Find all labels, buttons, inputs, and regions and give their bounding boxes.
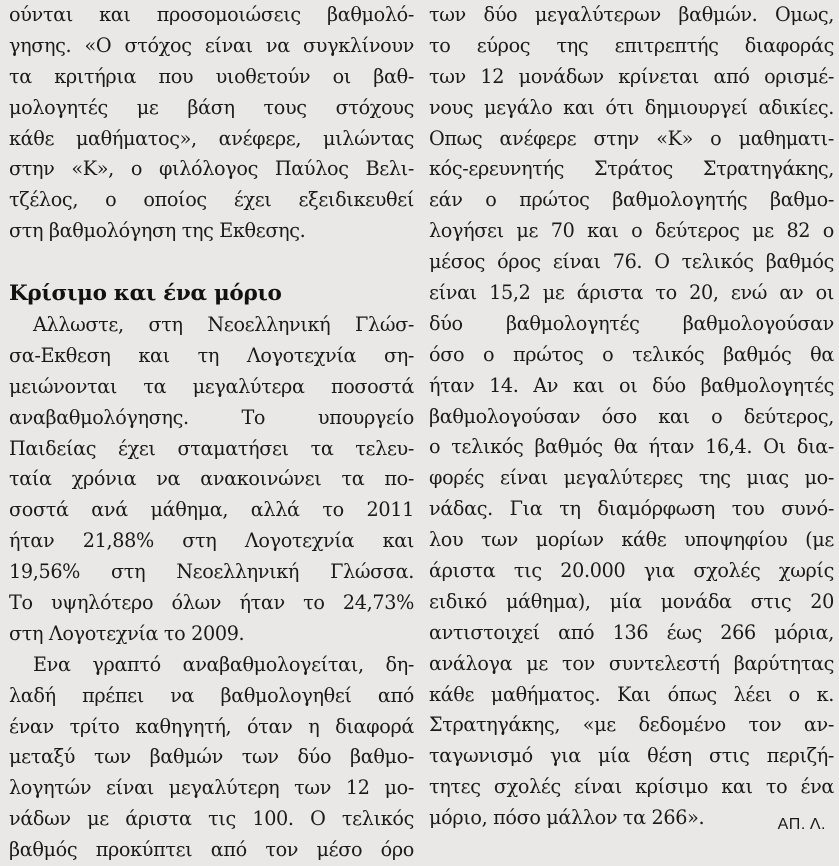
text-line: των 12 μονάδων κρίνεται από ορισμέ- [429,64,834,88]
text-line: σοστά ανά μάθημα, αλλά το 2011 [9,498,414,522]
text-line: κός-ερευνητής Στράτος Στρατηγάκης, [429,157,834,181]
text-line: στη βαθμολόγηση της Εκθεσης. [9,219,306,243]
text-line: μόριο, πόσο μάλλον τα 266». [429,806,705,830]
text-line: Ενα γραπτό αναβαθμολογείται, δη- [33,652,414,676]
text-line: ήταν 14. Αν και οι δύο βαθμολογητές [429,373,834,397]
text-line: αντιστοιχεί από 136 έως 266 μόρια, [429,620,834,644]
text-line: στη Λογοτεχνία το 2009. [9,621,245,645]
text-line: Παιδείας έχει σταματήσει τα τελευ- [9,436,414,460]
text-line: βαθμός προκύπτει από τον μέσο όρο [9,838,414,862]
text-line: λογητών είναι μεγαλύτερη των 12 μο- [9,776,414,800]
text-line: νους μεγάλο και ότι δημιουργεί αδικίες. [429,95,834,119]
text-line: μεταξύ των βαθμών των δύο βαθμο- [9,745,414,769]
text-line: Οπως ανέφερε στην «Κ» ο μαθηματι- [429,126,834,150]
text-line: ούνται και προσομοιώσεις βαθμολό- [9,3,414,26]
text-line: ανάλογα με τον συντελεστή βαρύτητας [429,651,834,675]
text-line: όσο ο πρώτος ο τελικός βαθμός θα [429,342,834,366]
left-column [9,0,414,866]
text-line: τα κριτήρια που υιοθετούν οι βαθ- [9,64,414,88]
text-line: Το υψηλότερο όλων ήταν το 24,73% [9,591,414,615]
text-line: ο τελικός βαθμός θα ήταν 16,4. Οι δια- [429,435,834,459]
text-line: μέσος όρος είναι 76. Ο τελικός βαθμός [429,250,834,274]
text-line: ταία χρόνια να ανακοινώνει τα πο- [9,467,414,491]
section-gap [9,247,414,279]
text-line: Στρατηγάκης, «με δεδομένο τον αν- [429,713,834,737]
text-line: λου των μορίων κάθε υποψηφίου (με [429,528,834,552]
text-line: σα-Εκθεση και τη Λογοτεχνία ση- [9,343,414,367]
text-line: έναν τρίτο καθηγητή, όταν η διαφορά [9,714,414,738]
text-line: αναβαθμολόγησης. Το υπουργείο [9,405,414,429]
text-line: ειδικό μάθημα), μία μονάδα στις 20 [429,589,834,613]
text-line: είναι 15,2 με άριστα το 20, ενώ αν οι [429,281,834,305]
section-subheading: Κρίσιμο και ένα μόριο [9,281,282,307]
text-line: στην «Κ», ο φιλόλογος Παύλος Βελι- [9,157,414,181]
text-line: μολογητές με βάση τους στόχους [9,95,414,119]
text-line: των δύο μεγαλύτερων βαθμών. Ομως, [429,3,834,26]
text-line: δύο βαθμολογητές βαθμολογούσαν [429,311,834,335]
text-line: φορές είναι μεγαλύτερες της μιας μο- [429,466,834,490]
text-line: κάθε μαθήματος», ανέφερε, μιλώντας [9,126,414,150]
text-line: ταγωνισμό για μία θέση στις περιζή- [429,744,834,768]
right-column [429,0,834,834]
text-line: λογήσει με 70 και ο δεύτερος με 82 ο [429,219,834,243]
text-line: το εύρος της επιτρεπτής διαφοράς [429,33,834,57]
text-line: τζέλος, ο οποίος έχει εξειδικευθεί [9,188,414,212]
text-line: νάδας. Για τη διαμόρφωση του συνό- [429,497,834,521]
text-line: τητες σχολές είναι κρίσιμο και το ένα [429,775,834,799]
text-line: μειώνονται τα μεγαλύτερα ποσοστά [9,374,414,398]
text-line: γησης. «Ο στόχος είναι να συγκλίνουν [9,33,414,57]
author-byline: ΑΠ. Λ. [777,816,826,833]
text-line: βαθμολογούσαν όσο και ο δεύτερος, [429,404,834,428]
text-line: κάθε μαθήματος. Και όπως λέει ο κ. [429,682,834,706]
text-line: 19,56% στη Νεοελληνική Γλώσσα. [9,560,414,584]
text-line: εάν ο πρώτος βαθμολογητής βαθμο- [429,188,834,212]
text-line: άριστα τις 20.000 για σχολές χωρίς [429,559,834,583]
text-line: νάδων με άριστα τις 100. Ο τελικός [9,807,414,831]
text-line: Αλλωστε, στη Νεοελληνική Γλώσ- [33,313,414,337]
text-line: ήταν 21,88% στη Λογοτεχνία και [9,529,414,553]
text-line: λαδή πρέπει να βαθμολογηθεί από [9,683,414,707]
